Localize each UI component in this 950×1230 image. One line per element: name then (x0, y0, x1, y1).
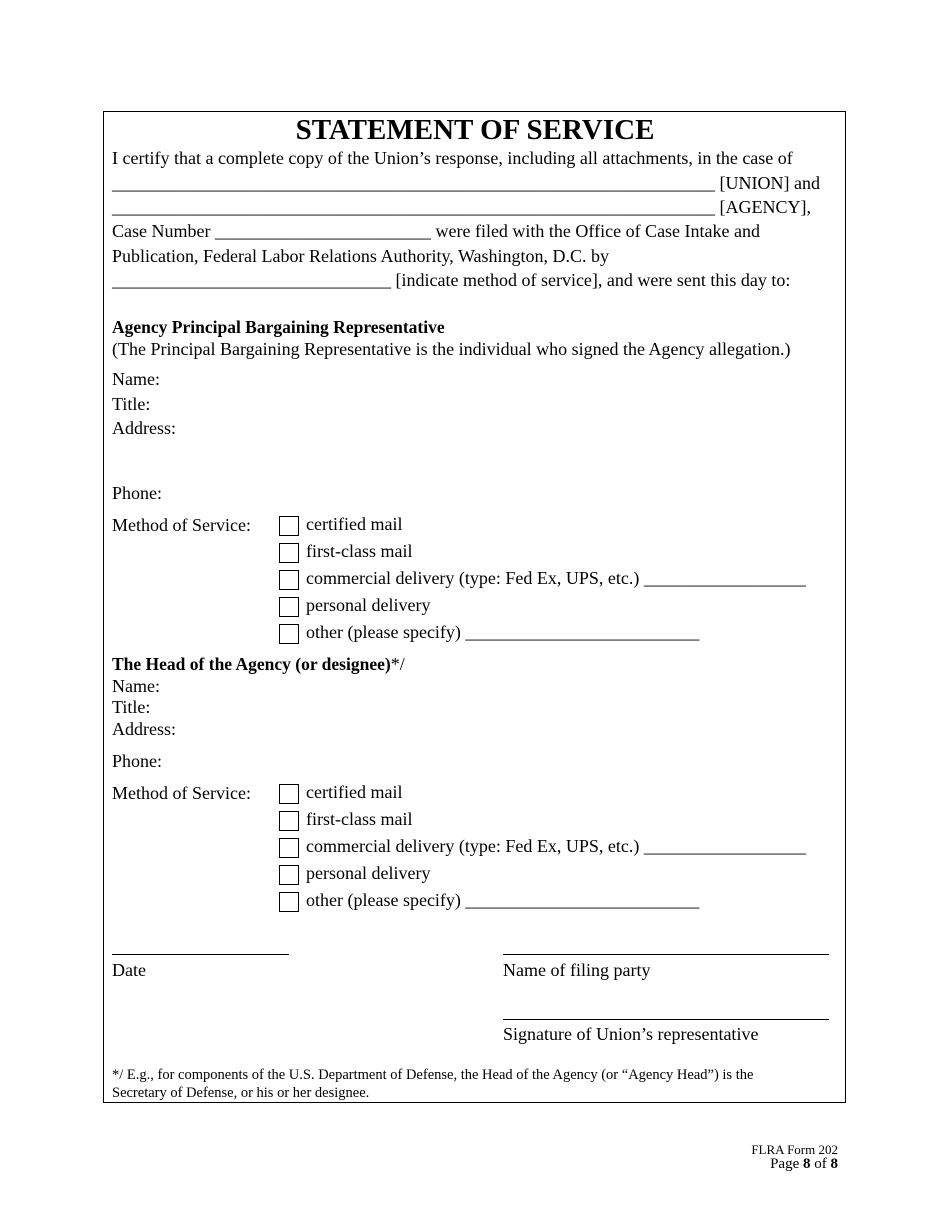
filing-party-name-line[interactable] (503, 954, 829, 955)
section1-phone-label: Phone: (112, 483, 163, 503)
section2-other-label: other (please specify) __________________________ (306, 890, 700, 910)
page-prefix: Page (770, 1156, 803, 1172)
section2-address-label: Address: (112, 719, 176, 739)
section2-first-class-checkbox[interactable] (279, 811, 299, 831)
footnote-line-2: Secretary of Defense, or his or her designee. (112, 1085, 370, 1101)
section2-certified-checkbox[interactable] (279, 784, 299, 804)
agency-label: [AGENCY], (715, 197, 811, 217)
page-number (770, 1155, 838, 1173)
case-number-line[interactable]: Case Number ________________________ were filed with the Office of Case Intake and (112, 221, 761, 241)
union-label: [UNION] and (715, 173, 820, 193)
section2-commercial-checkbox[interactable] (279, 838, 299, 858)
section2-phone-label: Phone: (112, 751, 163, 771)
section1-first-class-label: first-class mail (306, 541, 413, 561)
section1-name-label: Name: (112, 369, 160, 389)
section2-first-class-label: first-class mail (306, 809, 413, 829)
section1-first-class-checkbox[interactable] (279, 543, 299, 563)
page-title: STATEMENT OF SERVICE (295, 114, 655, 146)
section1-other-checkbox[interactable] (279, 624, 299, 644)
union-line (112, 172, 820, 194)
filing-party-name-label: Name of filing party (503, 960, 651, 980)
footnote-line-1: */ E.g., for components of the U.S. Department of Defense, the Head of the Agency (or “Agency Head”) is the (112, 1067, 754, 1083)
page-of: of (810, 1156, 831, 1172)
page-current: 8 (803, 1156, 811, 1172)
section1-method-label: Method of Service: (112, 515, 251, 535)
section2-commercial-label: commercial delivery (type: Fed Ex, UPS, etc.) __________________ (306, 836, 806, 856)
signature-line[interactable] (503, 1019, 829, 1020)
page-total: 8 (830, 1156, 838, 1172)
section1-commercial-label: commercial delivery (type: Fed Ex, UPS, etc.) __________________ (306, 568, 806, 588)
method-of-service-line[interactable]: _______________________________ [indicate method of service], and were sent this day to: (112, 270, 791, 290)
section1-certified-checkbox[interactable] (279, 516, 299, 536)
certify-line: I certify that a complete copy of the Union’s response, including all attachments, in the case of (112, 148, 793, 168)
section1-heading: Agency Principal Bargaining Representative (112, 317, 445, 337)
section2-other-checkbox[interactable] (279, 892, 299, 912)
section1-title-label: Title: (112, 394, 151, 414)
section2-title-label: Title: (112, 697, 151, 717)
section2-personal-label: personal delivery (306, 863, 431, 883)
form-number: FLRA Form 202 (751, 1142, 838, 1157)
section2-heading-text: The Head of the Agency (or designee) (112, 654, 391, 674)
date-line[interactable] (112, 954, 289, 955)
section2-certified-label: certified mail (306, 782, 403, 802)
footnote-marker: */ (390, 654, 405, 674)
section2-heading (112, 653, 405, 675)
section1-commercial-checkbox[interactable] (279, 570, 299, 590)
date-label: Date (112, 960, 146, 980)
signature-label: Signature of Union’s representative (503, 1024, 759, 1044)
agency-blank[interactable]: ___________________________________________________________________ (112, 197, 715, 217)
section1-address-label: Address: (112, 418, 176, 438)
section1-personal-label: personal delivery (306, 595, 431, 615)
section2-personal-checkbox[interactable] (279, 865, 299, 885)
publication-line: Publication, Federal Labor Relations Authority, Washington, D.C. by (112, 246, 609, 266)
agency-line (112, 196, 811, 218)
section2-method-label: Method of Service: (112, 783, 251, 803)
union-blank[interactable]: ___________________________________________________________________ (112, 173, 715, 193)
section1-other-label: other (please specify) __________________________ (306, 622, 700, 642)
section1-personal-checkbox[interactable] (279, 597, 299, 617)
section2-name-label: Name: (112, 676, 160, 696)
section1-note: (The Principal Bargaining Representative is the individual who signed the Agency allegation.) (112, 339, 791, 359)
section1-certified-label: certified mail (306, 514, 403, 534)
